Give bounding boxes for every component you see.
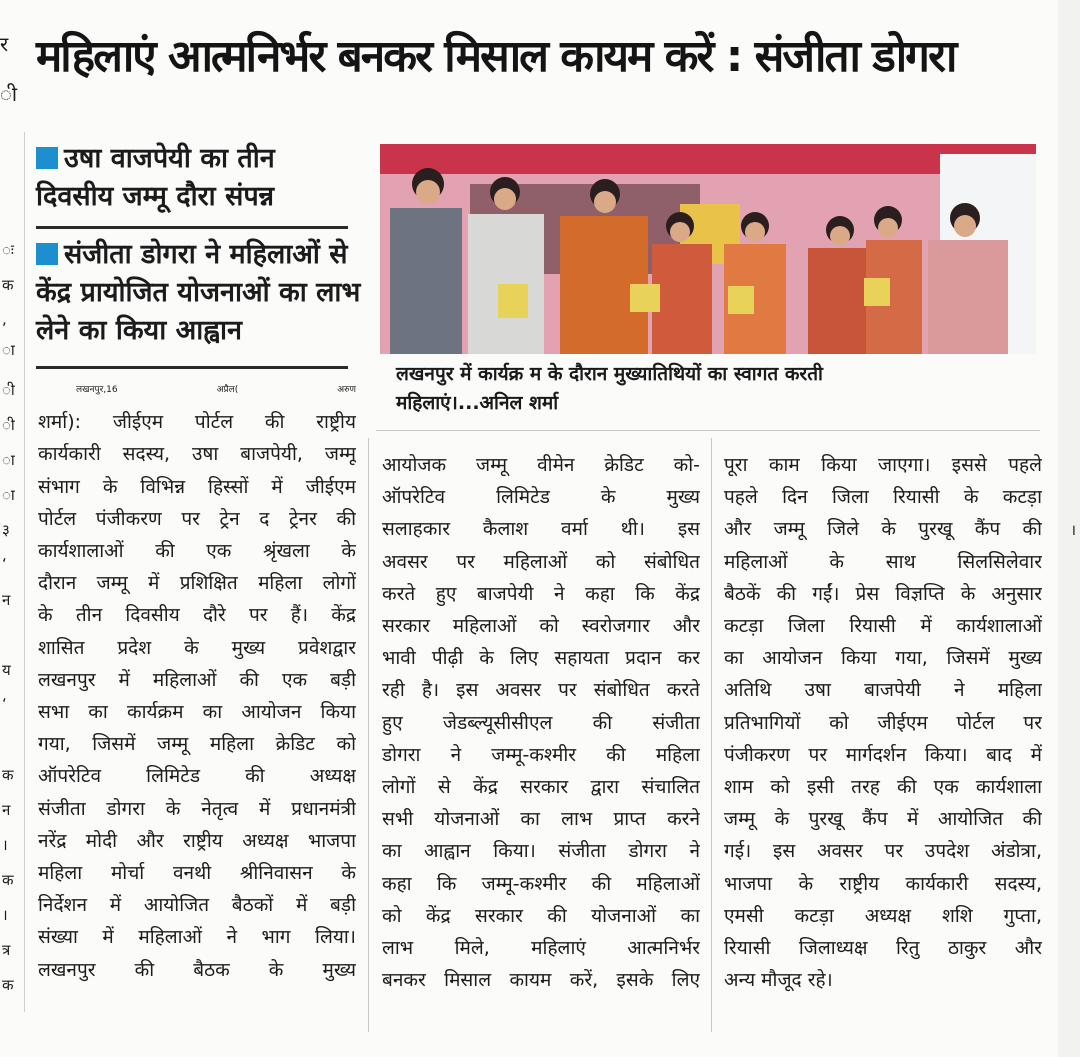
text-line: दौरान जम्मू में प्रशिक्षित महिला लोगों — [38, 572, 356, 595]
text-line: कार्यशालाओं की एक श्रृंखला के — [38, 540, 356, 563]
article-column-3 — [724, 449, 1042, 996]
text-line: अन्य मौजूद रहे। — [724, 969, 833, 992]
column-rule — [711, 438, 712, 1032]
text-line: बनकर मिसाल कायम करें, इसके लिए — [382, 969, 700, 992]
text-line: महिला मोर्चा वनथी श्रीनिवासन के — [38, 862, 356, 885]
text-line: बैठकें की गईं। प्रेस विज्ञप्ति के अनुसार — [724, 582, 1042, 605]
text-line: लखनपुर की बैठक के मुख्य — [38, 958, 356, 981]
text-line: निर्देशन में आयोजित बैठकों में बड़ी — [38, 894, 356, 917]
text-line: लखनपुर,16 अप्रैल( अरुण — [76, 385, 356, 395]
text-line: को केंद्र सरकार की योजनाओं का — [382, 904, 700, 927]
text-line: के तीन दिवसीय दौरे पर हैं। केंद्र — [38, 604, 356, 627]
event-photo — [380, 144, 1036, 354]
text-line: का आयोजन किया गया, जिसमें मुख्य — [724, 647, 1042, 670]
text-line: पंजीकरण पर मार्गदर्शन किया। बाद में — [724, 743, 1042, 766]
text-line: कटड़ा जिला रियासी में कार्यशालाओं — [724, 615, 1042, 638]
text-line: करते हुए बाजपेयी ने कहा कि केंद्र — [382, 582, 700, 605]
text-line: शासित प्रदेश के मुख्य प्रवेशद्वार — [38, 636, 356, 659]
next-column-fragment: । — [1058, 0, 1080, 1057]
blue-square-bullet-icon — [36, 243, 58, 265]
text-line: भावी पीढ़ी के लिए सहायता प्रदान कर — [382, 647, 700, 670]
text-line: सलाहकार कैलाश वर्मा थी। इस — [382, 518, 700, 541]
subheading-divider — [36, 226, 348, 229]
text-line: अवसर पर महिलाओं को संबोधित — [382, 550, 700, 573]
blue-square-bullet-icon — [36, 147, 58, 169]
caption-line-1: लखनपुर में कार्यक्र म के दौरान मुख्यातिथियों का स्वागत करती — [396, 363, 823, 385]
text-line: कहा कि जम्मू-कश्मीर की महिलाओं — [382, 872, 700, 895]
text-line: आयोजक जम्मू वीमेन क्रेडिट को- — [382, 454, 700, 476]
caption-divider — [376, 430, 1040, 431]
text-line: नरेंद्र मोदी और राष्ट्रीय अध्यक्ष भाजपा — [38, 829, 356, 852]
subheading-2-line-2: केंद्र प्रायोजित योजनाओं का लाभ — [36, 277, 361, 308]
text-line: सरकार महिलाओं को स्वरोजगार और — [382, 615, 700, 638]
text-line: पूरा काम किया जाएगा। इससे पहले — [724, 454, 1042, 476]
text-line: हुए जेडब्ल्यूसीसीएल की संजीता — [382, 711, 700, 734]
text-line: संजीता डोगरा के नेतृत्व में प्रधानमंत्री — [38, 797, 356, 820]
text-line: संख्या में महिलाओं ने भाग लिया। — [38, 926, 356, 949]
text-line: भाजपा के राष्ट्रीय कार्यकारी सदस्य, — [724, 872, 1042, 895]
text-line: महिलाओं के साथ सिलसिलेवार — [724, 550, 1042, 573]
text-line: कार्यकारी सदस्य, उषा बाजपेयी, जम्मू — [38, 443, 356, 466]
text-line: पहले दिन जिला रियासी के कटड़ा — [724, 486, 1042, 509]
subheading-2-line-1: संजीता डोगरा ने महिलाओं से — [64, 239, 348, 270]
text-line: सभा का कार्यक्रम का आयोजन किया — [38, 701, 356, 724]
text-line: संभाग के विभिन्न हिस्सों में जीईएम — [38, 475, 356, 498]
previous-column-fragment: र ी ः क , ा ी ी ा ा ३ ‘ न य ‘ क न । क । त्र क — [0, 32, 18, 994]
headline: महिलाएं आत्मनिर्भर बनकर मिसाल कायम करें : संजीता डोगरा — [36, 31, 956, 82]
column-rule — [368, 438, 369, 1032]
subheading-1 — [36, 140, 356, 216]
text-line: रियासी जिलाध्यक्ष रितु ठाकुर और — [724, 937, 1042, 960]
text-line: डोगरा ने जम्मू-कश्मीर की महिला — [382, 743, 700, 766]
caption-line-2: महिलाएं।...अनिल शर्मा — [396, 392, 559, 414]
text-line: ऑपरेटिव लिमिटेड की अध्यक्ष — [38, 765, 356, 788]
text-line: एमसी कटड़ा अध्यक्ष शशि गुप्ता, — [724, 904, 1042, 927]
text-line: लाभ मिले, महिलाएं आत्मनिर्भर — [382, 937, 700, 960]
subheading-1-line-1: उषा वाजपेयी का तीन — [64, 143, 275, 174]
subheading-2 — [36, 236, 366, 350]
text-line: का आह्वान किया। संजीता डोगरा ने — [382, 840, 700, 863]
text-line: रही है। इस अवसर पर संबोधित करते — [382, 679, 700, 702]
text-line: लोगों से केंद्र सरकार द्वारा संचालित — [382, 776, 700, 799]
text-line: प्रतिभागियों को जीईएम पोर्टल पर — [724, 711, 1042, 734]
text-line: जम्मू के पुरखू कैंप में आयोजित की — [724, 808, 1042, 831]
subheading-2-line-3: लेने का किया आह्वान — [36, 315, 242, 346]
text-line: गया, जिसमें जम्मू महिला क्रेडिट को — [38, 733, 356, 756]
subheading-1-line-2: दिवसीय जम्मू दौरा संपन्न — [36, 181, 275, 212]
text-line: और जम्मू जिले के पुरखू कैंप की — [724, 518, 1042, 541]
text-line: लखनपुर में महिलाओं की एक बड़ी — [38, 668, 356, 691]
text-line: गई। इस अवसर पर उपदेश अंडोत्रा, — [724, 840, 1042, 863]
text-line: ऑपरेटिव लिमिटेड के मुख्य — [382, 486, 700, 509]
text-line: शाम को इसी तरह की एक कार्यशाला — [724, 776, 1042, 799]
text-line: सभी योजनाओं का लाभ प्राप्त करने — [382, 808, 700, 831]
article-column-1 — [38, 374, 356, 986]
text-line: शर्मा): जीईएम पोर्टल की राष्ट्रीय — [38, 411, 356, 434]
left-column-rule — [24, 132, 25, 1012]
subheading-divider — [36, 366, 348, 369]
photo-caption — [396, 360, 1036, 418]
article-column-2 — [382, 449, 700, 996]
text-line: अतिथि उषा बाजपेयी ने महिला — [724, 679, 1042, 702]
text-line: पोर्टल पंजीकरण पर ट्रेन द ट्रेनर की — [38, 507, 356, 530]
